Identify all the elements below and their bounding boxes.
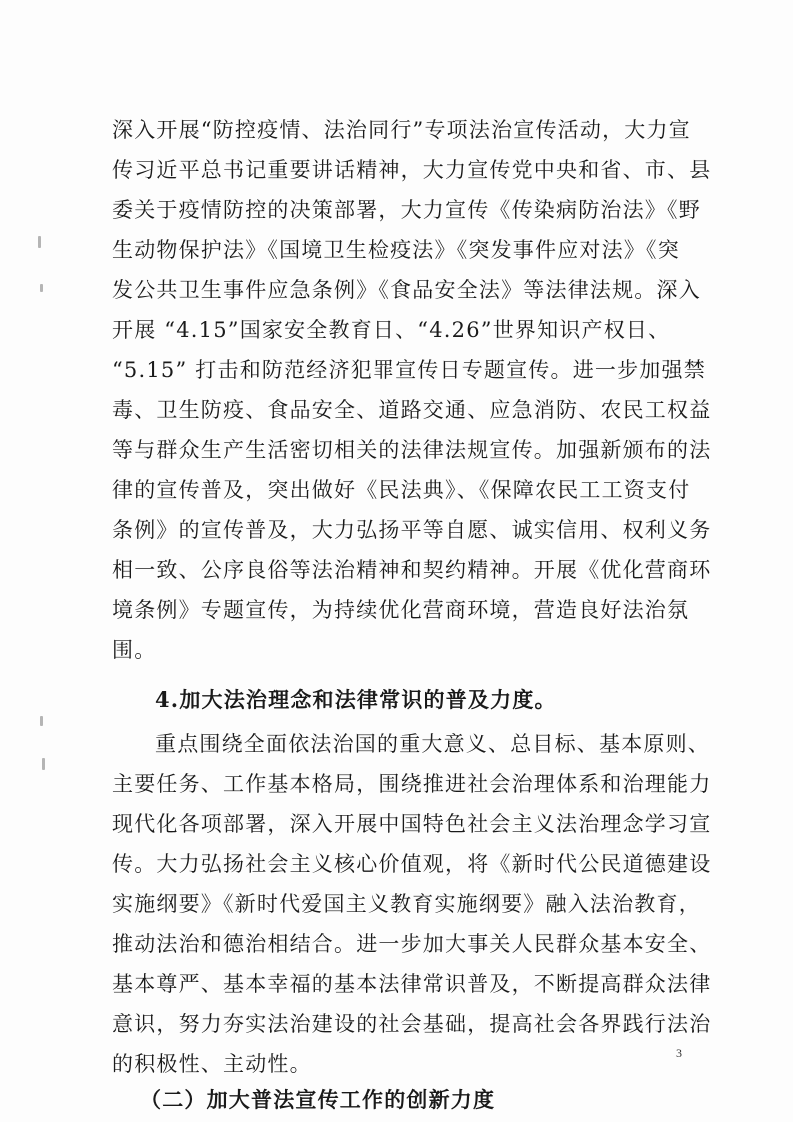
body-text-line: 意识，努力夯实法治建设的社会基础，提高社会各界践行法治	[112, 1012, 712, 1036]
section-heading: 4.加大法治理念和法律常识的普及力度。	[155, 687, 557, 712]
body-text-line: 开展 “4.15”国家安全教育日、“4.26”世界知识产权日、	[112, 318, 671, 342]
body-text-line: 推动法治和德治相结合。进一步加大事关人民群众基本安全、	[112, 932, 712, 956]
body-text-line: 深入开展“防控疫情、法治同行”专项法治宣传活动，大力宣	[112, 118, 691, 142]
body-text-line: 围。	[112, 638, 157, 662]
body-text-line: 境条例》专题宣传，为持续优化营商环境，营造良好法治氛	[112, 598, 690, 622]
body-text-line: 毒、卫生防疫、食品安全、道路交通、应急消防、农民工权益	[112, 398, 712, 422]
scan-speck	[38, 236, 41, 248]
body-text-line: 委关于疫情防控的决策部署，大力宣传《传染病防治法》《野	[112, 198, 701, 222]
body-text-line: 生动物保护法》《国境卫生检疫法》《突发事件应对法》《突	[112, 238, 680, 262]
body-text-line: 传。大力弘扬社会主义核心价值观，将《新时代公民道德建设	[112, 852, 712, 876]
page-number: 3	[676, 1046, 682, 1060]
scan-speck	[40, 284, 43, 292]
body-text-line: 相一致、公序良俗等法治精神和契约精神。开展《优化营商环	[112, 558, 712, 582]
scan-speck	[42, 758, 45, 770]
body-text-line: 基本尊严、基本幸福的基本法律常识普及，不断提高群众法律	[112, 972, 712, 996]
body-text-line: 的积极性、主动性。	[112, 1052, 312, 1076]
body-text-line: 律的宣传普及，突出做好《民法典》、《保障农民工工资支付	[112, 478, 691, 502]
section-heading: （二）加大普法宣传工作的创新力度	[140, 1087, 496, 1112]
body-text-line: 实施纲要》《新时代爱国主义教育实施纲要》融入法治教育，	[112, 892, 701, 916]
body-text-line: “5.15” 打击和防范经济犯罪宣传日专题宣传。进一步加强禁	[112, 358, 706, 382]
body-text-line: 传习近平总书记重要讲话精神，大力宣传党中央和省、市、县	[112, 158, 712, 182]
body-text-line: 重点围绕全面依法治国的重大意义、总目标、基本原则、	[155, 732, 710, 756]
body-text-line: 发公共卫生事件应急条例》《食品安全法》等法律法规。深入	[112, 278, 701, 302]
body-text-line: 条例》的宣传普及，大力弘扬平等自愿、诚实信用、权利义务	[112, 518, 712, 542]
body-text-line: 现代化各项部署，深入开展中国特色社会主义法治理念学习宣	[112, 812, 712, 836]
scan-speck	[40, 716, 43, 726]
body-text-line: 主要任务、工作基本格局，围绕推进社会治理体系和治理能力	[112, 772, 712, 796]
body-text-line: 等与群众生产生活密切相关的法律法规宣传。加强新颁布的法	[112, 438, 712, 462]
